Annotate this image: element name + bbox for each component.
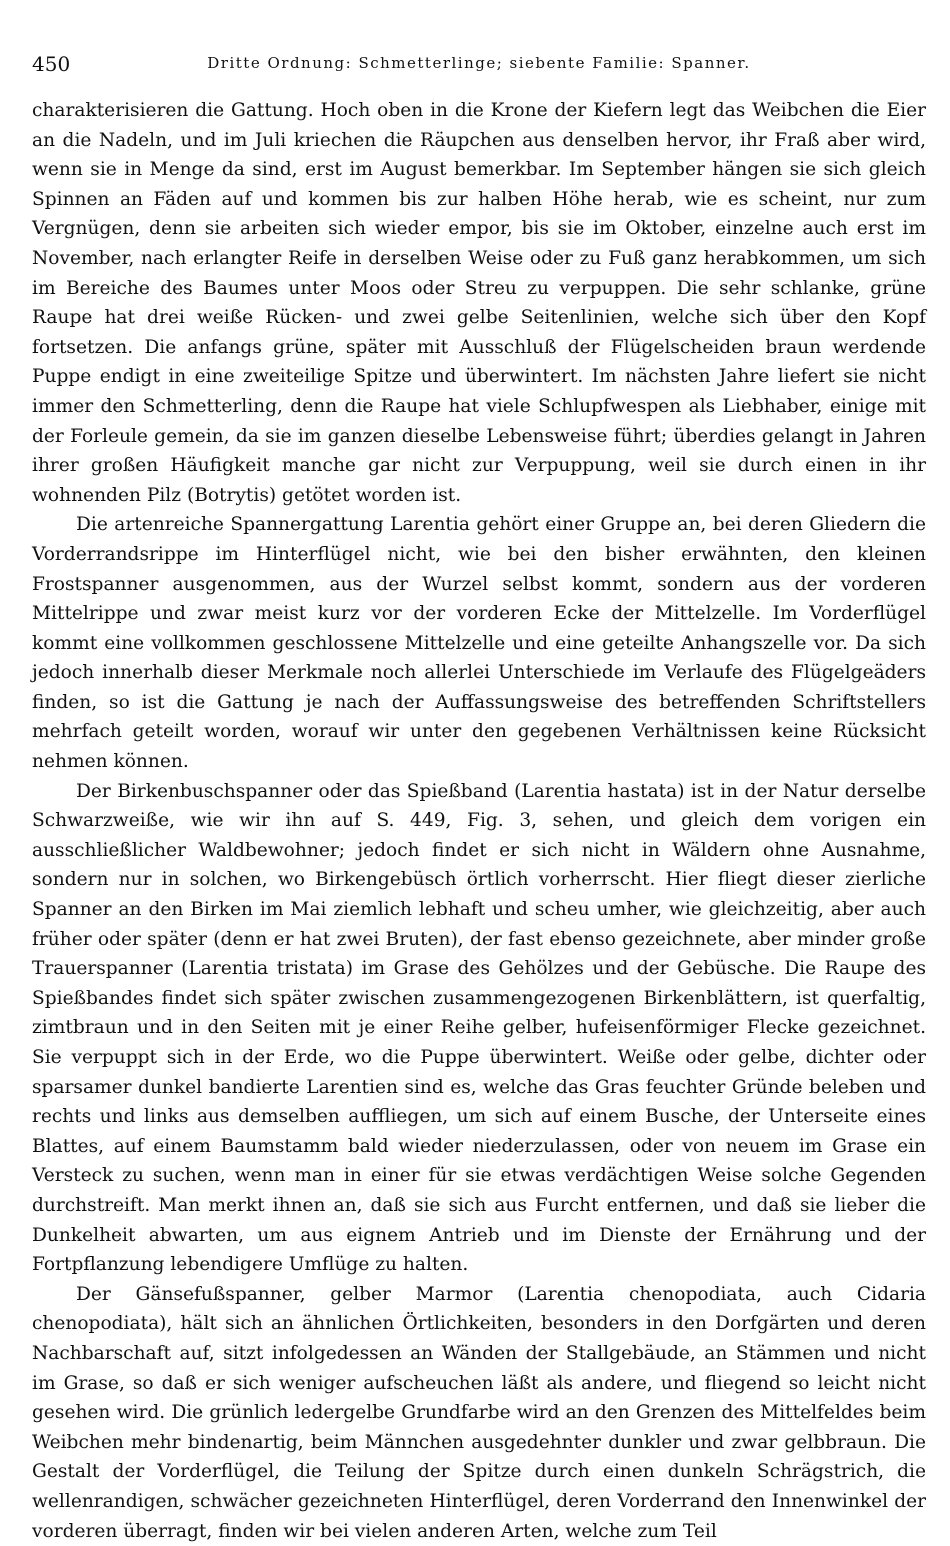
paragraph-continuation: charakterisieren die Gattung. Hoch oben in die Krone der Kiefern legt das Weibchen die Eier an die Nadeln, und im Juli kriechen die Räupchen aus denselben hervor, ihr Fraß aber wird, wenn sie in Menge da sind, erst im August bemerkbar. Im September hängen sie sich gleich Spinnen an Fäden auf und kommen bis zur halben Höhe herab, wie es scheint, nur zum Vergnügen, denn sie arbeiten sich wieder empor, bis sie im Oktober, einzelne auch erst im November, nach erlangter Reife in derselben Weise oder zu Fuß ganz herabkommen, um sich im Bereiche des Baumes unter Moos oder Streu zu verpuppen. Die sehr schlanke, grüne Raupe hat drei weiße Rücken- und zwei gelbe Seitenlinien, welche sich über den Kopf fortsetzen. Die anfangs grüne, später mit Ausschluß der Flügelscheiden braun werdende Puppe endigt in eine zweiteilige Spitze und überwintert. Im nächsten Jahre liefert sie nicht immer den Schmetterling, denn die Raupe hat viele Schlupfwespen als Liebhaber, einige mit der Forleule gemein, da sie im ganzen dieselbe Lebensweise führt; überdies gelangt in Jahren ihrer großen Häufigkeit manche gar nicht zur Verpuppung, weil sie durch einen in ihr wohnenden Pilz (Botrytis) getötet worden ist. [32,100,926,506]
page-number: 450 [32,52,71,76]
body-text [32,96,926,1546]
running-title: Dritte Ordnung: Schmetterlinge; siebente Familie: Spanner. [207,54,751,72]
paragraph-larentia-genus: Die artenreiche Spannergattung Larentia gehört einer Gruppe an, bei deren Gliedern die Vorderrandsrippe im Hinterflügel nicht, wie bei den bisher erwähnten, den kleinen Frostspanner ausgenommen, aus der Wurzel selbst kommt, sondern aus der vorderen Mittelrippe und zwar meist kurz vor der vorderen Ecke der Mittelzelle. Im Vorderflügel kommt eine vollkommen geschlossene Mittelzelle und eine geteilte Anhangszelle vor. Da sich jedoch innerhalb dieser Merkmale noch allerlei Unterschiede im Verlaufe des Flügelgeäders finden, so ist die Gattung je nach der Auffassungsweise des betreffenden Schriftstellers mehrfach geteilt worden, worauf wir unter den gegebenen Verhältnissen keine Rücksicht nehmen können. [32,514,926,773]
running-header [32,40,926,74]
paragraph-birkenbuschspanner: Der Birkenbuschspanner oder das Spießband (Larentia hastata) ist in der Natur derselbe Schwarzweiße, wie wir ihn auf S. 449, Fig. 3, sehen, und gleich dem vorigen ein ausschließlicher Waldbewohner; jedoch findet er sich nicht in Wäldern ohne Ausnahme, sondern nur in solchen, wo Birkengebüsch örtlich vorherrscht. Hier fliegt dieser zierliche Spanner an den Birken im Mai ziemlich lebhaft und scheu umher, wie gleichzeitig, aber auch früher oder später (denn er hat zwei Bruten), der fast ebenso gezeichnete, aber minder große Trauerspanner (Larentia tristata) im Grase des Gehölzes und der Gebüsche. Die Raupe des Spießbandes findet sich später zwischen zusammengezogenen Birkenblättern, ist querfaltig, zimtbraun und in den Seiten mit je einer Reihe gelber, hufeisenförmiger Flecke gezeichnet. Sie verpuppt sich in der Erde, wo die Puppe überwintert. Weiße oder gelbe, dichter oder sparsamer dunkel bandierte Larentien sind es, welche das Gras feuchter Gründe beleben und rechts und links aus demselben auffliegen, um sich auf einem Busche, der Unterseite eines Blattes, auf einem Baumstamm bald wieder niederzulassen, oder von neuem im Grase ein Versteck zu suchen, wenn man in einer für sie etwas verdächtigen Weise solche Gegenden durchstreift. Man merkt ihnen an, daß sie sich aus Furcht entfernen, und daß sie lieber die Dunkelheit abwarten, um aus eignem Antrieb und im Dienste der Ernährung und der Fortpflanzung lebendigere Umflüge zu halten. [32,780,926,1276]
paragraph-gaensefussspanner: Der Gänsefußspanner, gelber Marmor (Larentia chenopodiata, auch Cidaria chenopodiata), hält sich an ähnlichen Örtlichkeiten, besonders in den Dorfgärten und deren Nachbarschaft auf, sitzt infolgedessen an Wänden der Stallgebäude, an Stämmen und nicht im Grase, so daß er sich weniger aufscheuchen läßt als andere, und fliegend so leicht nicht gesehen wird. Die grünlich ledergelbe Grundfarbe wird an den Grenzen des Mittelfeldes beim Weibchen mehr bindenartig, beim Männchen ausgedehnter dunkler und zwar gelbbraun. Die Gestalt der Vorderflügel, die Teilung der Spitze durch einen dunkeln Schrägstrich, die wellenrandigen, schwächer gezeichneten Hinterflügel, deren Vorderrand den Innenwinkel der vorderen überragt, finden wir bei vielen anderen Arten, welche zum Teil [32,1283,926,1542]
